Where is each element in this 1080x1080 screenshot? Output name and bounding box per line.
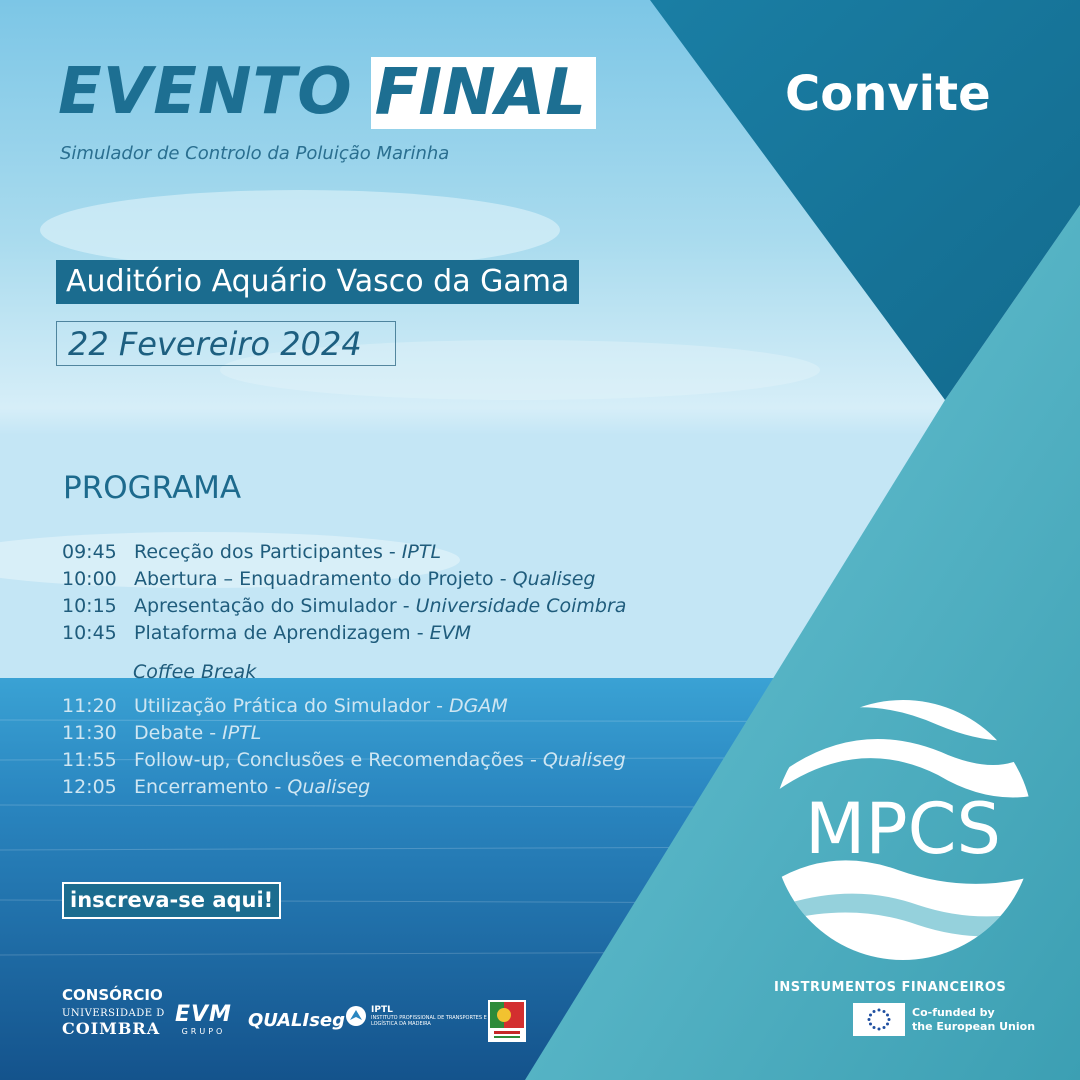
event-date: 22 Fevereiro 2024 bbox=[68, 325, 362, 363]
program-time: 09:45 bbox=[62, 541, 117, 563]
program-time: 12:05 bbox=[62, 776, 117, 798]
iptl-emblem-icon bbox=[345, 1005, 367, 1027]
program-org: Universidade Coimbra bbox=[415, 595, 627, 617]
programa-heading: PROGRAMA bbox=[63, 470, 242, 506]
program-org: Qualiseg bbox=[542, 749, 626, 771]
program-title: Utilização Prática do Simulador bbox=[134, 695, 431, 717]
register-button[interactable]: inscreva-se aqui! bbox=[62, 882, 281, 919]
program-title: Apresentação do Simulador bbox=[134, 595, 397, 617]
program-title: Debate bbox=[134, 722, 204, 744]
venue-banner: Auditório Aquário Vasco da Gama bbox=[56, 260, 579, 304]
program-title: Plataforma de Aprendizagem bbox=[134, 622, 411, 644]
program-time: 11:55 bbox=[62, 749, 117, 771]
program-title: Receção dos Participantes bbox=[134, 541, 383, 563]
title-final-box bbox=[371, 57, 596, 129]
iptl-logo: IPTL INSTITUTO PROFISSIONAL DE TRANSPORTES E LOGÍSTICA DA MADEIRA bbox=[345, 1005, 511, 1027]
program-time: 11:20 bbox=[62, 695, 117, 717]
eu-flag-icon bbox=[853, 1003, 905, 1036]
program-time: 10:45 bbox=[62, 622, 117, 644]
program-item: 11:20 Utilização Prática do Simulador - DGAM bbox=[62, 695, 508, 717]
program-item: 09:45 Receção dos Participantes - IPTL bbox=[62, 541, 442, 563]
program-org: IPTL bbox=[401, 541, 442, 563]
evm-grupo-logo: EVM GRUPO bbox=[175, 1002, 232, 1036]
program-item: 11:55 Follow-up, Conclusões e Recomendações - Qualiseg bbox=[62, 749, 626, 771]
program-time: 10:00 bbox=[62, 568, 117, 590]
navy-crest-icon bbox=[488, 1000, 526, 1042]
consortium-heading: CONSÓRCIO bbox=[62, 986, 163, 1004]
title-final: FINAL bbox=[374, 55, 586, 130]
program-title: Follow-up, Conclusões e Recomendações bbox=[134, 749, 524, 771]
program-org: EVM bbox=[429, 622, 471, 644]
program-org: DGAM bbox=[448, 695, 508, 717]
program-item: 10:15 Apresentação do Simulador - Universidade Coimbra bbox=[62, 595, 627, 617]
event-subtitle: Simulador de Controlo da Poluição Marinha bbox=[60, 143, 450, 164]
mpcs-logo-text: MPCS bbox=[805, 788, 1001, 870]
coimbra-university-logo: UNIVERSIDADE D COIMBRA bbox=[62, 1008, 165, 1038]
program-title: Encerramento bbox=[134, 776, 269, 798]
eu-cofunded-text: Co-funded by the European Union bbox=[912, 1006, 1036, 1033]
program-org: IPTL bbox=[222, 722, 262, 744]
program-title: Abertura – Enquadramento do Projeto bbox=[134, 568, 500, 590]
program-item: 11:30 Debate - IPTL bbox=[62, 722, 262, 744]
funding-label: INSTRUMENTOS FINANCEIROS bbox=[774, 980, 1007, 995]
title-evento: EVENTO bbox=[58, 55, 353, 129]
program-item: 10:00 Abertura – Enquadramento do Projeto - Qualiseg bbox=[62, 568, 596, 590]
program-org: Qualiseg bbox=[287, 776, 371, 798]
program-time: 10:15 bbox=[62, 595, 117, 617]
coffee-break: Coffee Break bbox=[133, 661, 257, 683]
event-title bbox=[58, 55, 596, 130]
program-org: Qualiseg bbox=[512, 568, 596, 590]
qualiseg-logo: QUALIseg bbox=[248, 1010, 346, 1031]
program-time: 11:30 bbox=[62, 722, 117, 744]
invite-label: Convite bbox=[785, 66, 991, 122]
program-item: 10:45 Plataforma de Aprendizagem - EVM bbox=[62, 622, 471, 644]
program-item: 12:05 Encerramento - Qualiseg bbox=[62, 776, 371, 798]
mpcs-logo bbox=[768, 695, 1038, 965]
